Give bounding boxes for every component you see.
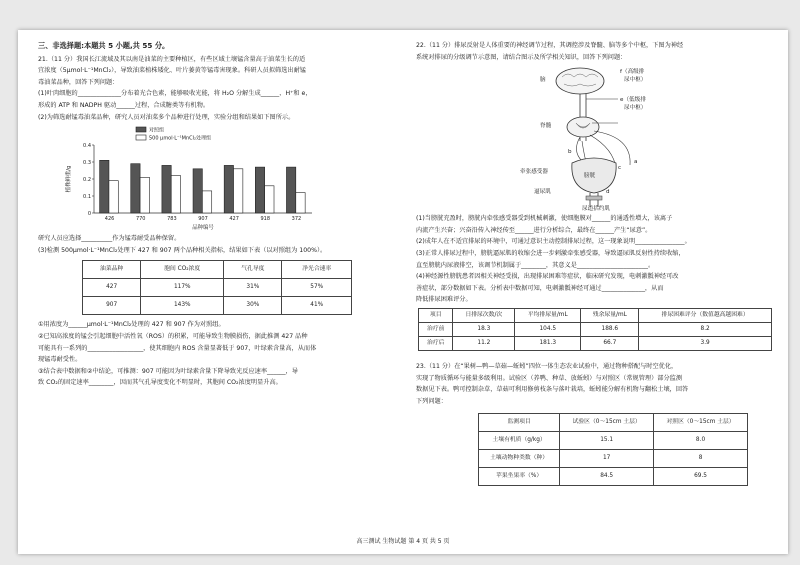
brain-shape — [556, 68, 604, 94]
y-tick-label: 0.1 — [83, 194, 91, 201]
label-f: f（高级排 — [620, 69, 645, 76]
legend-label: 对照组 — [149, 127, 165, 134]
x-tick-label: 770 — [135, 216, 146, 223]
y-tick-label: 0 — [87, 211, 91, 218]
table-cell: 11.2 — [453, 336, 515, 350]
table-cell: 8.2 — [639, 322, 772, 336]
table-cell: 907 — [83, 297, 141, 315]
label-stretch-receptor: 牵张感受器 — [520, 169, 548, 176]
x-tick-label: 372 — [291, 216, 302, 223]
table-cell: 181.3 — [515, 336, 581, 350]
table-row — [419, 322, 772, 336]
table-header: 排尿困难评分（数值越高越困难） — [639, 308, 772, 322]
q21-line: 致 CO₂的固定速率________，因而其气孔导度变化不明显时，其胞间 CO₂浓度明显升高。 — [38, 379, 282, 387]
table-row — [479, 432, 748, 450]
table-header: 试验区（0～15cm 土层） — [560, 414, 654, 432]
table-header-row — [479, 414, 748, 432]
label-c: c — [618, 165, 622, 172]
q23-line: 实现了物质循环与能量多级利用。试验区（养鸭、种草、放蚯蚓）与对照区（常规管理）部分监测 — [416, 374, 683, 382]
table-header: 平均排尿量/mL — [515, 308, 581, 322]
label-detrusor: 逼尿肌 — [534, 189, 551, 196]
reflex-diagram — [520, 65, 700, 213]
q21-line: ①用浓度为______μmol·L⁻¹MnCl₂处理的 427 和 907 作为对照组。 — [38, 321, 225, 329]
y-tick-label: 0.2 — [83, 177, 91, 184]
table-cell: 3.9 — [639, 336, 772, 350]
x-tick-label: 783 — [167, 216, 177, 223]
q21-line: 宜浓度（5μmol·L⁻¹MnCl₂），导致油菜植株矮化、叶片萎黄等锰毒害现象。科研人员拟筛选出耐锰 — [38, 67, 306, 75]
q21-line: 研究人员应选择__________作为锰毒耐受品种保留。 — [38, 235, 181, 243]
bar-treatment — [265, 186, 274, 213]
x-tick-label: 426 — [104, 216, 115, 223]
table-cell: 8 — [654, 450, 748, 468]
label-d: d — [606, 189, 610, 196]
table-row — [83, 297, 352, 315]
table-row — [479, 468, 748, 486]
q23-line: 下列问题： — [416, 397, 447, 405]
q22-line: 系统对排尿的分级调节示意图，请结合图示及所学相关知识，回答下列问题： — [416, 53, 627, 61]
x-tick-label: 427 — [229, 216, 239, 223]
bar-chart-svg — [60, 125, 320, 231]
left-column — [38, 40, 398, 389]
page-footer: 高三测试 生物试题 第 4 页 共 5 页 — [356, 538, 450, 545]
y-tick-label: 0.4 — [83, 143, 91, 150]
q22-line: (4)神经源性膀胱患者因相关神经受损，出现排尿困难等症状，临床研究发现，电刺激骶神经可改 — [416, 273, 679, 281]
table-cell: 427 — [83, 279, 141, 297]
q22-line: (1)当膀胱充盈时，膀胱内牵张感受器受到机械刺激，使细胞膜对______的通透性增大，该离子 — [416, 215, 673, 223]
table-header: 油菜品种 — [83, 261, 141, 279]
table-header: 项目 — [419, 308, 453, 322]
q22-body — [416, 213, 776, 306]
exam-page — [18, 30, 788, 554]
q21-line: (1)叶肉细胞的______________分布着光合色素，能够吸收光能，将 H₂O 分解生成______、H⁺和 e， — [38, 90, 312, 98]
table-header: 日排尿次数/次 — [453, 308, 515, 322]
q23-line: 数据见下表。鸭可控制杂草，草菇可利用修剪枝条与落叶栽培，蚯蚓能分解有机物与翻松土壤，回答 — [416, 386, 689, 394]
x-tick-label: 918 — [260, 216, 271, 223]
legend-swatch — [136, 135, 146, 140]
table-cell: 69.5 — [654, 468, 748, 486]
q21-line: 毒油菜品种，回答下列问题： — [38, 78, 119, 86]
table-cell: 15.1 — [560, 432, 654, 450]
q23-stem — [416, 361, 776, 407]
bar-control — [255, 167, 264, 213]
table-row — [419, 336, 772, 350]
table-cell: 治疗后 — [419, 336, 453, 350]
table-header-row — [419, 308, 772, 322]
bar-control — [224, 166, 233, 214]
legend-label: 500 μmol·L⁻¹MnCl₂处理组 — [149, 135, 212, 142]
sphincter-shape — [586, 196, 602, 200]
q21-subquestions — [38, 319, 398, 389]
table-cell: 66.7 — [581, 336, 639, 350]
bar-treatment — [202, 191, 211, 213]
q22-line: (3)正常人排尿过程中，膀胱逼尿肌的收缩会进一步刺激牵张感受器，导致逼尿肌反射性持续收缩， — [416, 249, 685, 257]
bar-control — [131, 164, 140, 213]
q22-line: (2)成年人在不适宜排尿的环境中，可通过意识主动控制排尿过程，这一现象说明________________。 — [416, 238, 691, 246]
q21-line: 现锰毒耐受性。 — [38, 356, 82, 364]
table-header: 净光合速率 — [282, 261, 352, 279]
q21-line: (3)检测 500μmol·L⁻¹MnCl₂处理下 427 和 907 两个品种相关指标，结果如下表（以对照组为 100%）。 — [38, 246, 327, 254]
section-title: 三、非选择题:本题共 5 小题,共 55 分。 — [38, 41, 170, 50]
table-cell: 143% — [141, 297, 224, 315]
bar-control — [100, 160, 109, 213]
q21-line: (2)为筛选耐锰毒油菜品种，研究人员对油菜多个品种进行处理，实验分组和结果如下图所示。 — [38, 113, 295, 121]
y-axis-label: 植株鲜重/g — [66, 165, 72, 193]
bar-treatment — [140, 177, 149, 213]
q22-line: 直至膀胱内尿液排空，该调节机制属于________，其意义是_______________________。 — [416, 261, 655, 269]
label-e-2: 尿中枢） — [624, 105, 647, 112]
table-header: 气孔导度 — [224, 261, 282, 279]
bar-chart — [60, 125, 320, 231]
table-cell: 土壤有机质（g/kg） — [479, 432, 560, 450]
q22-line: 善症状，部分数据如下表。分析表中数据可知，电刺激骶神经可通过______________，从而 — [416, 284, 664, 292]
table-cell: 17 — [560, 450, 654, 468]
bar-control — [286, 167, 295, 213]
bar-treatment — [234, 169, 243, 213]
q21-line: ②已知高浓度的锰会引起细胞中活性氧（ROS）的积累，可能导致生物膜损伤，据此推测 427 品种 — [38, 332, 308, 340]
table-cell: 8.0 — [654, 432, 748, 450]
label-sphincter: 尿道括约肌 — [582, 206, 610, 213]
q23-line: 23.（11 分）在“果树—鸭—草菇—蚯蚓”四位一体生态农业试验中，通过物种搭配与时空优化， — [416, 362, 678, 370]
x-tick-label: 907 — [198, 216, 208, 223]
q22-line: 22.（11 分）排尿反射是人体重要的神经调节过程，其调控涉及脊髓、脑等多个中枢，下图为神经 — [416, 42, 684, 49]
table-cell: 18.3 — [453, 322, 515, 336]
table-header-row — [83, 261, 352, 279]
table-row — [479, 450, 748, 468]
q21-stem — [38, 54, 398, 124]
q21-line: 可能具有一系列的__________________，使其细胞内 ROS 含量显著低于 907，叶绿素含量高，从而体 — [38, 344, 317, 352]
label-f-2: 尿中枢） — [624, 77, 647, 84]
bar-control — [193, 169, 202, 213]
table-header: 残余尿量/mL — [581, 308, 639, 322]
label-e: e（低级排 — [620, 97, 646, 104]
q22-line: 降低排尿困难评分。 — [416, 296, 472, 304]
label-b: b — [568, 149, 572, 156]
table-cell: 117% — [141, 279, 224, 297]
q23-table — [478, 413, 748, 486]
table-cell: 苹果坐果率（%） — [479, 468, 560, 486]
table-cell: 41% — [282, 297, 352, 315]
bar-treatment — [296, 193, 305, 213]
bar-treatment — [109, 181, 118, 213]
table-cell: 188.6 — [581, 322, 639, 336]
q21-table — [82, 260, 352, 315]
table-cell: 57% — [282, 279, 352, 297]
label-bladder: 膀胱 — [584, 173, 596, 180]
right-column — [416, 40, 776, 486]
table-cell: 30% — [224, 297, 282, 315]
table-cell: 31% — [224, 279, 282, 297]
table-header: 对照区（0～15cm 土层） — [654, 414, 748, 432]
q21-line: 形成的 ATP 和 NADPH 驱动______过程，合成糖类等有机物。 — [38, 101, 210, 109]
table-header: 胞间 CO₂浓度 — [141, 261, 224, 279]
q21-line: 21.（11 分）我国长江流域及其以南是油菜的主要种植区，有些区域土壤锰含量高于油菜生长的适 — [38, 55, 306, 63]
bar-control — [162, 166, 171, 214]
q22-line: 内流产生兴奋；兴奋沿传入神经传至______进行分析综合，最终在______产生“尿意”。 — [416, 226, 652, 234]
table-cell: 土壤动物种类数（种） — [479, 450, 560, 468]
table-header: 监测项目 — [479, 414, 560, 432]
x-axis-label: 品种编号 — [192, 225, 214, 232]
table-cell: 治疗前 — [419, 322, 453, 336]
y-tick-label: 0.3 — [83, 160, 91, 167]
bar-treatment — [171, 176, 180, 213]
q21-line: ③结合表中数据和②中结论，可推测：907 可能因为叶绿素含量下降导致光反应速率______，导 — [38, 367, 298, 375]
table-row — [83, 279, 352, 297]
q22-table — [418, 308, 772, 351]
table-cell: 104.5 — [515, 322, 581, 336]
pathway-b — [576, 137, 582, 161]
table-cell: 84.5 — [560, 468, 654, 486]
label-brain: 脑 — [540, 77, 546, 84]
label-spinal: 脊髓 — [540, 123, 552, 130]
legend-swatch — [136, 127, 146, 132]
label-a: a — [634, 159, 638, 166]
